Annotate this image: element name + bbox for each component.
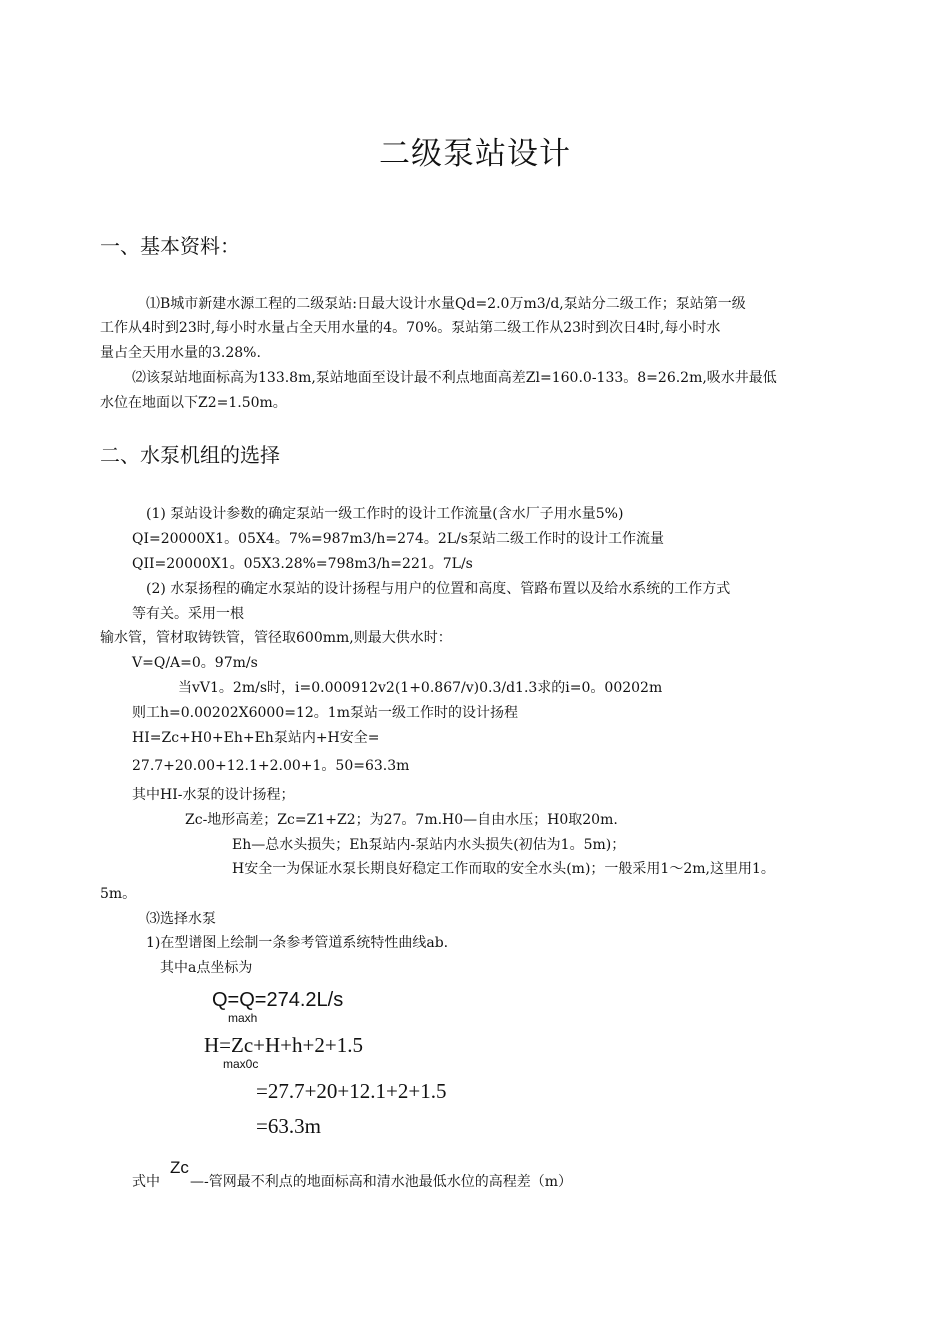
text-line: V=Q/A=0。97m/s: [132, 655, 258, 671]
formula-h-subscript: max0c: [223, 1057, 259, 1071]
formula-calc: =27.7+20+12.1+2+1.5: [256, 1079, 447, 1103]
text-line: 等有关。采用一根: [132, 606, 244, 622]
paragraph-line: ⑴B城市新建水源工程的二级泵站:日最大设计水量Qd=2.0万m3/d,泵站分二级工作；泵站第一级: [146, 296, 746, 312]
text-line: ⑶选择水泵: [146, 911, 216, 927]
text-line: 27.7+20.00+12.1+2.00+1。50=63.3m: [132, 758, 410, 774]
formula-result: =63.3m: [256, 1114, 321, 1138]
paragraph-line: 量占全天用水量的3.28%.: [100, 345, 261, 361]
text-line: H安全一为保证水泵长期良好稳定工作而取的安全水头(m)；一般采用1〜2m,这里用1。: [232, 861, 775, 877]
text-line: HⅠ=Zc+H0+Eh+Eh泵站内+H安全=: [132, 730, 380, 746]
footer-prefix: 式中: [132, 1174, 160, 1190]
footer-text: —-管网最不利点的地面标高和清水池最低水位的高程差（m）: [190, 1174, 573, 1190]
text-line: QⅠ=20000X1。05X4。7%=987m3/h=274。2L/s泵站二级工作时的设计工作流量: [132, 531, 664, 547]
paragraph-line: 工作从4时到23时,每小时水量占全天用水量的4。70%。泵站第二级工作从23时到次日4时,每小时水: [100, 320, 721, 336]
text-line: QII=20000X1。05X3.28%=798m3/h=221。7L/s: [132, 556, 473, 572]
text-line: 其中a点坐标为: [160, 960, 253, 976]
text-line: (2) 水泵扬程的确定水泵站的设计扬程与用户的位置和高度、管路布置以及给水系统的工作方式: [146, 581, 731, 597]
paragraph-line: ⑵该泵站地面标高为133.8m,泵站地面至设计最不利点地面高差Zl=160.0-133。8=26.2m,吸水井最低: [132, 370, 777, 386]
text-line: 1)在型谱图上绘制一条参考管道系统特性曲线ab.: [146, 935, 449, 951]
formula-q: Q=Q=274.2L/s: [212, 989, 344, 1011]
text-line: 5m。: [100, 886, 137, 902]
formula-q-subscript: maxh: [228, 1011, 258, 1025]
document-title: 二级泵站设计: [379, 136, 571, 172]
text-line: (1) 泵站设计参数的确定泵站一级工作时的设计工作流量(含水厂子用水量5%): [146, 506, 624, 522]
text-line: 则工h=0.00202X6000=12。1m泵站一级工作时的设计扬程: [132, 705, 518, 721]
text-line: Zc-地形高差；Zc=Z1+Z2；为27。7m.H0—自由水压；H0取20m.: [185, 812, 618, 828]
formula-h: H=Zc+H+h+2+1.5: [204, 1033, 363, 1057]
paragraph-line: 水位在地面以下Z2=1.50m。: [100, 395, 287, 411]
text-line: Eh—总水头损失；Eh泵站内-泵站内水头损失(初估为1。5m)；: [232, 837, 626, 853]
text-line: 其中HⅠ-水泵的设计扬程；: [132, 787, 295, 803]
footer-symbol: Zc: [170, 1158, 189, 1177]
text-line: 当vⅤ1。2m/s时，i=0.000912v2(1+0.867/v)0.3/d1.3求的i=0。00202m: [178, 680, 663, 696]
section-heading-basic-info: 一、基本资料：: [100, 234, 240, 258]
text-line: 输水管，管材取铸铁管，管径取600mm,则最大供水时：: [100, 630, 452, 646]
section-heading-pump-selection: 二、水泵机组的选择: [100, 443, 280, 467]
